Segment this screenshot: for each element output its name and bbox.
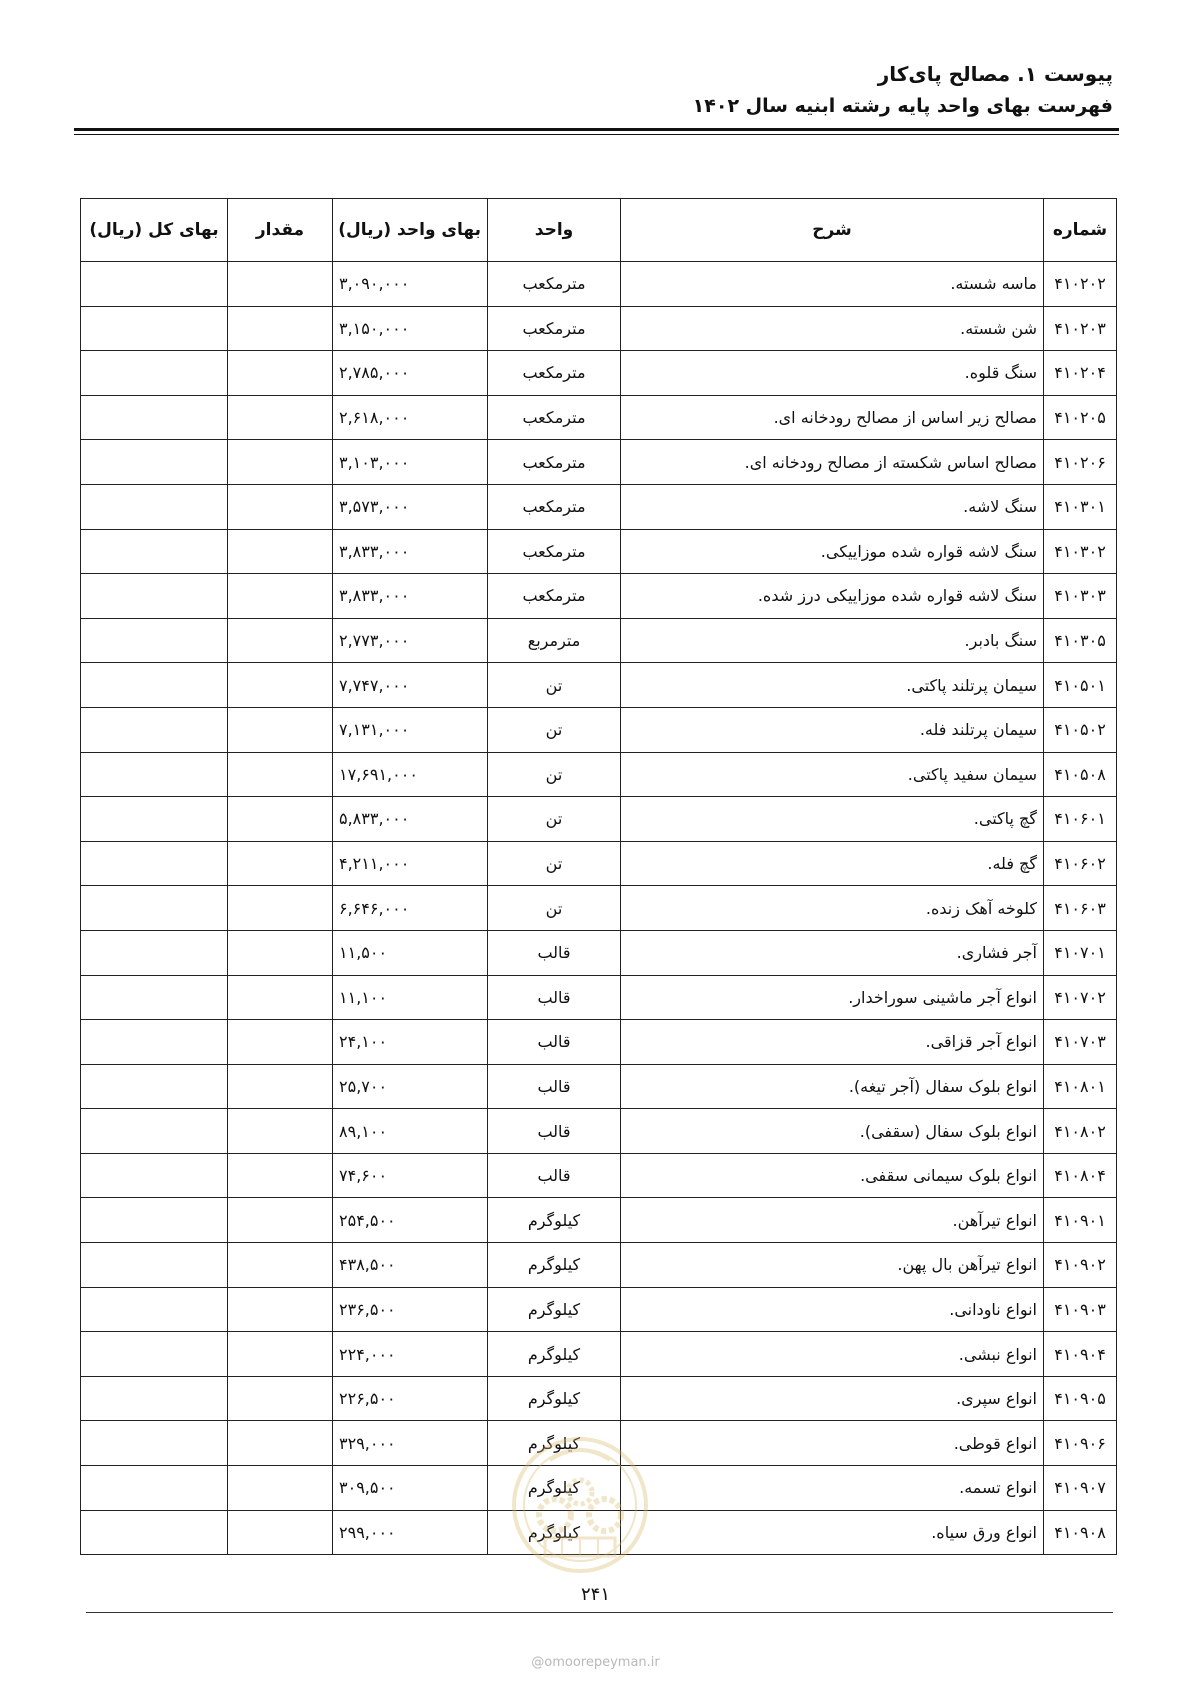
table-row	[81, 306, 1117, 351]
cell-total-price	[81, 1020, 228, 1065]
header-rule-thick	[74, 128, 1119, 131]
table-row	[81, 395, 1117, 440]
table-row	[81, 1243, 1117, 1288]
cell-total-price	[81, 484, 228, 529]
cell-unit: قالب	[488, 1109, 621, 1154]
cell-quantity	[228, 618, 333, 663]
cell-unit: تن	[488, 797, 621, 842]
cell-quantity	[228, 1198, 333, 1243]
cell-unit: مترمکعب	[488, 351, 621, 396]
cell-description: سنگ لاشه.	[621, 484, 1044, 529]
cell-total-price	[81, 663, 228, 708]
cell-number: ۴۱۰۳۰۵	[1044, 618, 1117, 663]
cell-total-price	[81, 574, 228, 619]
cell-total-price	[81, 351, 228, 396]
cell-total-price	[81, 707, 228, 752]
logo-watermark-icon	[510, 1430, 650, 1580]
cell-description: سیمان پرتلند فله.	[621, 707, 1044, 752]
cell-description: سیمان پرتلند پاکتی.	[621, 663, 1044, 708]
cell-quantity	[228, 1109, 333, 1154]
cell-number: ۴۱۰۹۰۵	[1044, 1376, 1117, 1421]
cell-unit-price: ۳۲۹,۰۰۰	[333, 1421, 488, 1466]
cell-description: سنگ لاشه قواره شده موزاییکی.	[621, 529, 1044, 574]
cell-quantity	[228, 1153, 333, 1198]
cell-quantity	[228, 752, 333, 797]
cell-quantity	[228, 707, 333, 752]
cell-unit-price: ۳۰۹,۵۰۰	[333, 1466, 488, 1511]
table-row	[81, 1198, 1117, 1243]
document-title: فهرست بهای واحد پایه رشته ابنیه سال ۱۴۰۲	[692, 95, 1113, 117]
table-row	[81, 1287, 1117, 1332]
cell-total-price	[81, 886, 228, 931]
cell-total-price	[81, 395, 228, 440]
cell-unit-price: ۲۲۴,۰۰۰	[333, 1332, 488, 1377]
table-row	[81, 752, 1117, 797]
cell-quantity	[228, 797, 333, 842]
cell-number: ۴۱۰۳۰۱	[1044, 484, 1117, 529]
cell-number: ۴۱۰۵۰۸	[1044, 752, 1117, 797]
cell-unit: قالب	[488, 1020, 621, 1065]
column-header-description: شرح	[621, 199, 1044, 262]
cell-number: ۴۱۰۷۰۲	[1044, 975, 1117, 1020]
cell-total-price	[81, 1421, 228, 1466]
cell-description: انواع نبشی.	[621, 1332, 1044, 1377]
table-row	[81, 663, 1117, 708]
cell-total-price	[81, 1064, 228, 1109]
cell-number: ۴۱۰۸۰۱	[1044, 1064, 1117, 1109]
table-row	[81, 1020, 1117, 1065]
cell-quantity	[228, 1243, 333, 1288]
cell-unit-price: ۲۵,۷۰۰	[333, 1064, 488, 1109]
table-row	[81, 975, 1117, 1020]
cell-unit: قالب	[488, 1153, 621, 1198]
cell-total-price	[81, 440, 228, 485]
cell-description: انواع بلوک سیمانی سقفی.	[621, 1153, 1044, 1198]
cell-total-price	[81, 975, 228, 1020]
cell-description: انواع تیرآهن بال پهن.	[621, 1243, 1044, 1288]
cell-description: گچ فله.	[621, 841, 1044, 886]
cell-description: ماسه شسته.	[621, 262, 1044, 307]
cell-description: انواع بلوک سفال (سقفی).	[621, 1109, 1044, 1154]
cell-description: انواع قوطی.	[621, 1421, 1044, 1466]
cell-quantity	[228, 1064, 333, 1109]
cell-description: شن شسته.	[621, 306, 1044, 351]
cell-quantity	[228, 306, 333, 351]
cell-total-price	[81, 618, 228, 663]
cell-number: ۴۱۰۶۰۳	[1044, 886, 1117, 931]
cell-quantity	[228, 529, 333, 574]
cell-number: ۴۱۰۷۰۱	[1044, 930, 1117, 975]
cell-unit: تن	[488, 841, 621, 886]
table-row	[81, 707, 1117, 752]
cell-total-price	[81, 529, 228, 574]
cell-unit: مترمکعب	[488, 395, 621, 440]
table-row	[81, 1332, 1117, 1377]
cell-unit-price: ۳,۸۳۳,۰۰۰	[333, 574, 488, 619]
cell-total-price	[81, 1153, 228, 1198]
cell-unit: کیلوگرم	[488, 1243, 621, 1288]
cell-unit-price: ۴,۲۱۱,۰۰۰	[333, 841, 488, 886]
cell-quantity	[228, 351, 333, 396]
cell-quantity	[228, 1421, 333, 1466]
column-header-unit: واحد	[488, 199, 621, 262]
cell-total-price	[81, 1332, 228, 1377]
cell-unit-price: ۲,۷۸۵,۰۰۰	[333, 351, 488, 396]
cell-description: گچ پاکتی.	[621, 797, 1044, 842]
cell-number: ۴۱۰۲۰۵	[1044, 395, 1117, 440]
cell-unit: مترمربع	[488, 618, 621, 663]
cell-quantity	[228, 1376, 333, 1421]
cell-number: ۴۱۰۶۰۱	[1044, 797, 1117, 842]
cell-unit: مترمکعب	[488, 440, 621, 485]
cell-quantity	[228, 841, 333, 886]
cell-quantity	[228, 262, 333, 307]
cell-description: انواع بلوک سفال (آجر تیغه).	[621, 1064, 1044, 1109]
cell-description: انواع ناودانی.	[621, 1287, 1044, 1332]
cell-unit: تن	[488, 707, 621, 752]
cell-quantity	[228, 1466, 333, 1511]
cell-unit-price: ۳,۰۹۰,۰۰۰	[333, 262, 488, 307]
cell-total-price	[81, 1376, 228, 1421]
cell-unit-price: ۷,۷۴۷,۰۰۰	[333, 663, 488, 708]
cell-unit: قالب	[488, 930, 621, 975]
cell-total-price	[81, 797, 228, 842]
table-row	[81, 618, 1117, 663]
cell-unit: مترمکعب	[488, 262, 621, 307]
cell-unit-price: ۳,۱۰۳,۰۰۰	[333, 440, 488, 485]
cell-unit-price: ۲,۶۱۸,۰۰۰	[333, 395, 488, 440]
cell-unit: کیلوگرم	[488, 1421, 621, 1466]
cell-unit-price: ۲۴,۱۰۰	[333, 1020, 488, 1065]
cell-total-price	[81, 930, 228, 975]
cell-quantity	[228, 1287, 333, 1332]
cell-unit-price: ۳,۸۳۳,۰۰۰	[333, 529, 488, 574]
cell-unit-price: ۲۲۶,۵۰۰	[333, 1376, 488, 1421]
cell-unit: تن	[488, 886, 621, 931]
cell-quantity	[228, 663, 333, 708]
cell-unit-price: ۸۹,۱۰۰	[333, 1109, 488, 1154]
column-header-unit-price: بهای واحد (ریال)	[333, 199, 488, 262]
cell-quantity	[228, 574, 333, 619]
cell-unit-price: ۱۱,۱۰۰	[333, 975, 488, 1020]
column-header-total-price: بهای کل (ریال)	[81, 199, 228, 262]
cell-quantity	[228, 975, 333, 1020]
cell-number: ۴۱۰۵۰۲	[1044, 707, 1117, 752]
cell-total-price	[81, 306, 228, 351]
cell-unit-price: ۷,۱۳۱,۰۰۰	[333, 707, 488, 752]
cell-unit: مترمکعب	[488, 529, 621, 574]
cell-unit: کیلوگرم	[488, 1332, 621, 1377]
header-rule-thin	[74, 134, 1119, 135]
cell-quantity	[228, 1332, 333, 1377]
cell-quantity	[228, 440, 333, 485]
cell-unit-price: ۱۱,۵۰۰	[333, 930, 488, 975]
cell-number: ۴۱۰۹۰۸	[1044, 1510, 1117, 1555]
table-row	[81, 529, 1117, 574]
cell-number: ۴۱۰۹۰۲	[1044, 1243, 1117, 1288]
cell-number: ۴۱۰۹۰۷	[1044, 1466, 1117, 1511]
cell-unit-price: ۵,۸۳۳,۰۰۰	[333, 797, 488, 842]
cell-total-price	[81, 1510, 228, 1555]
cell-description: سنگ قلوه.	[621, 351, 1044, 396]
cell-quantity	[228, 484, 333, 529]
page-number: ۲۴۱	[580, 1584, 610, 1605]
cell-number: ۴۱۰۹۰۱	[1044, 1198, 1117, 1243]
cell-unit: تن	[488, 663, 621, 708]
cell-number: ۴۱۰۹۰۶	[1044, 1421, 1117, 1466]
table-row	[81, 351, 1117, 396]
cell-total-price	[81, 1466, 228, 1511]
cell-unit-price: ۳,۱۵۰,۰۰۰	[333, 306, 488, 351]
cell-unit-price: ۳,۵۷۳,۰۰۰	[333, 484, 488, 529]
cell-unit-price: ۲۹۹,۰۰۰	[333, 1510, 488, 1555]
table-row	[81, 1109, 1117, 1154]
cell-description: انواع تیرآهن.	[621, 1198, 1044, 1243]
cell-description: سنگ لاشه قواره شده موزاییکی درز شده.	[621, 574, 1044, 619]
appendix-title: پیوست ۱. مصالح پای‌کار	[877, 62, 1113, 86]
cell-quantity	[228, 1510, 333, 1555]
cell-description: کلوخه آهک زنده.	[621, 886, 1044, 931]
cell-quantity	[228, 1020, 333, 1065]
cell-quantity	[228, 886, 333, 931]
table-row	[81, 930, 1117, 975]
cell-total-price	[81, 752, 228, 797]
cell-description: انواع آجر ماشینی سوراخدار.	[621, 975, 1044, 1020]
cell-number: ۴۱۰۳۰۲	[1044, 529, 1117, 574]
cell-unit-price: ۲,۷۷۳,۰۰۰	[333, 618, 488, 663]
page-header	[78, 58, 1113, 122]
cell-description: سنگ بادبر.	[621, 618, 1044, 663]
cell-description: انواع سپری.	[621, 1376, 1044, 1421]
cell-unit: تن	[488, 752, 621, 797]
cell-unit: مترمکعب	[488, 484, 621, 529]
price-table	[80, 198, 1117, 1555]
cell-total-price	[81, 841, 228, 886]
cell-unit-price: ۱۷,۶۹۱,۰۰۰	[333, 752, 488, 797]
cell-total-price	[81, 1287, 228, 1332]
table-row	[81, 1376, 1117, 1421]
cell-number: ۴۱۰۸۰۴	[1044, 1153, 1117, 1198]
column-header-number: شماره	[1044, 199, 1117, 262]
cell-unit: کیلوگرم	[488, 1287, 621, 1332]
table-row	[81, 440, 1117, 485]
cell-unit: کیلوگرم	[488, 1466, 621, 1511]
cell-total-price	[81, 1198, 228, 1243]
cell-unit-price: ۷۴,۶۰۰	[333, 1153, 488, 1198]
cell-total-price	[81, 1243, 228, 1288]
cell-number: ۴۱۰۲۰۶	[1044, 440, 1117, 485]
table-row	[81, 262, 1117, 307]
cell-number: ۴۱۰۸۰۲	[1044, 1109, 1117, 1154]
cell-quantity	[228, 930, 333, 975]
cell-unit: مترمکعب	[488, 306, 621, 351]
cell-number: ۴۱۰۹۰۳	[1044, 1287, 1117, 1332]
cell-number: ۴۱۰۷۰۳	[1044, 1020, 1117, 1065]
cell-unit-price: ۲۵۴,۵۰۰	[333, 1198, 488, 1243]
column-header-quantity: مقدار	[228, 199, 333, 262]
cell-unit: کیلوگرم	[488, 1376, 621, 1421]
cell-number: ۴۱۰۲۰۲	[1044, 262, 1117, 307]
table-row	[81, 841, 1117, 886]
cell-unit-price: ۴۳۸,۵۰۰	[333, 1243, 488, 1288]
table-row	[81, 886, 1117, 931]
cell-description: انواع ورق سیاه.	[621, 1510, 1044, 1555]
cell-unit-price: ۲۳۶,۵۰۰	[333, 1287, 488, 1332]
table-row	[81, 797, 1117, 842]
cell-number: ۴۱۰۲۰۳	[1044, 306, 1117, 351]
table-row	[81, 1153, 1117, 1198]
table-row	[81, 1064, 1117, 1109]
cell-number: ۴۱۰۲۰۴	[1044, 351, 1117, 396]
cell-number: ۴۱۰۶۰۲	[1044, 841, 1117, 886]
cell-unit: قالب	[488, 1064, 621, 1109]
cell-total-price	[81, 1109, 228, 1154]
website-watermark: @omoorepeyman.ir	[531, 1655, 660, 1670]
cell-total-price	[81, 262, 228, 307]
table-body	[81, 262, 1117, 1555]
cell-number: ۴۱۰۹۰۴	[1044, 1332, 1117, 1377]
table-header-row	[81, 199, 1117, 262]
cell-unit: کیلوگرم	[488, 1198, 621, 1243]
cell-description: سیمان سفید پاکتی.	[621, 752, 1044, 797]
cell-unit: کیلوگرم	[488, 1510, 621, 1555]
table-row	[81, 484, 1117, 529]
cell-description: انواع آجر قزاقی.	[621, 1020, 1044, 1065]
cell-description: انواع تسمه.	[621, 1466, 1044, 1511]
cell-unit-price: ۶,۶۴۶,۰۰۰	[333, 886, 488, 931]
cell-description: آجر فشاری.	[621, 930, 1044, 975]
footer-rule	[86, 1612, 1113, 1613]
cell-quantity	[228, 395, 333, 440]
cell-unit: مترمکعب	[488, 574, 621, 619]
cell-description: مصالح زیر اساس از مصالح رودخانه ای.	[621, 395, 1044, 440]
cell-number: ۴۱۰۵۰۱	[1044, 663, 1117, 708]
cell-unit: قالب	[488, 975, 621, 1020]
cell-number: ۴۱۰۳۰۳	[1044, 574, 1117, 619]
cell-description: مصالح اساس شکسته از مصالح رودخانه ای.	[621, 440, 1044, 485]
table-row	[81, 574, 1117, 619]
